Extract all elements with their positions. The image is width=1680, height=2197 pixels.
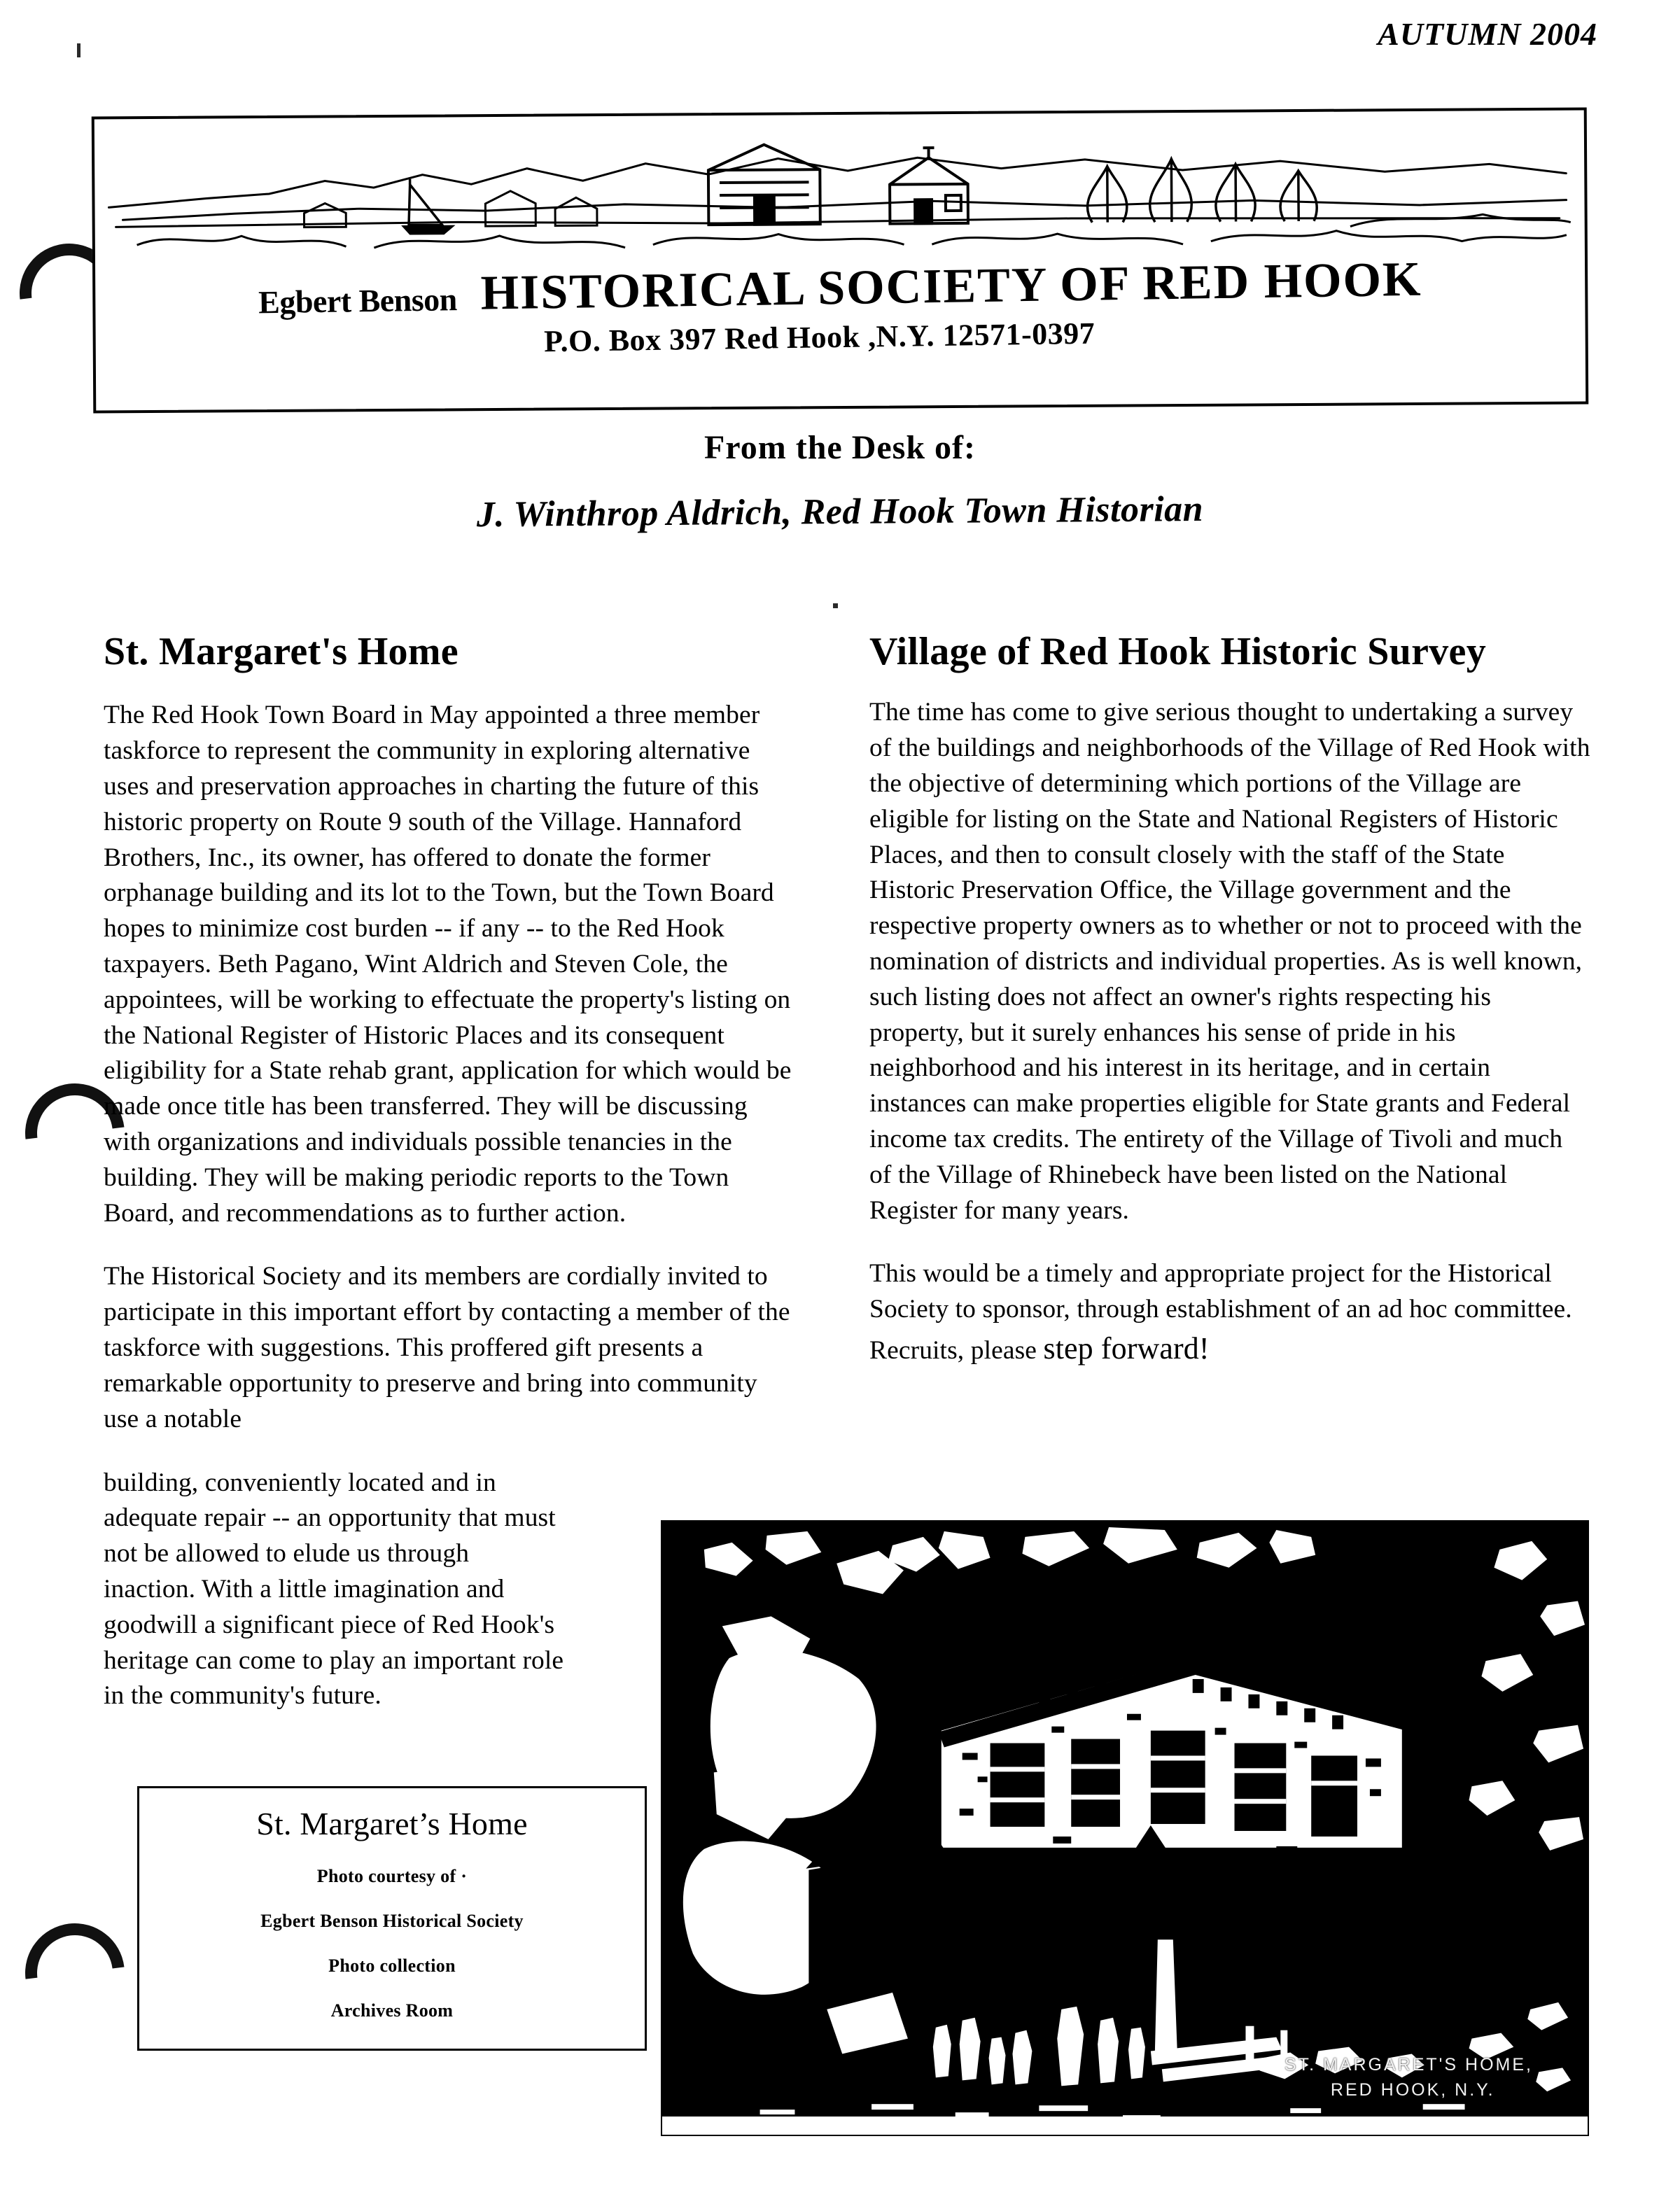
left-article-heading: St. Margaret's Home bbox=[104, 630, 458, 673]
right-article-heading: Village of Red Hook Historic Survey bbox=[869, 630, 1487, 673]
right-article-paragraph-2 bbox=[869, 1256, 1590, 1369]
left-article-paragraph-1: The Red Hook Town Board in May appointed a three member taskforce to represent the community in exploring alternative uses and preservation approaches in charting the future of this historic property on Route 9 south of the Village. Hannaford Brothers, Inc., its owner, has offered to donate the former orphanage building and its lot to the Town, but the Town Board hopes to minimize cost burden -- if any -- to the Red Hook taxpayers. Beth Pagano, Wint Aldrich and Steven Cole, the appointees, will be working to effectuate the property's listing on the National Register of Historic Places and its consequent eligibility for a State rehab grant, application for which would be made once title has been transferred. They will be discussing with organizations and individuals possible tenancies in the building. They will be making periodic reports to the Town Board, and recommendations as to further action. bbox=[104, 701, 792, 1228]
punch-hole-shadow bbox=[5, 1903, 144, 2042]
st-margarets-home-photo bbox=[661, 1520, 1589, 2136]
left-article-paragraph-2b: building, conveniently located and in adequate repair -- an opportunity that must not be allowed to elude us through inaction. With a little imagination and goodwill a significant piece of Red Hook's heritage can come to play an important role in the community's future. bbox=[104, 1468, 564, 1711]
caption-title: St. Margaret’s Home bbox=[256, 1806, 528, 1841]
scan-speck bbox=[833, 603, 838, 608]
landscape-sketch-icon bbox=[94, 113, 1585, 269]
caption-line-1: Photo courtesy of · bbox=[316, 1866, 468, 1886]
historian-byline: J. Winthrop Aldrich, Red Hook Town Historian bbox=[476, 489, 1204, 535]
photo-inscription bbox=[1284, 2052, 1533, 2103]
photo-bottom-border bbox=[662, 2117, 1588, 2135]
masthead-nameplate bbox=[95, 252, 1586, 360]
issue-date: AUTUMN 2004 bbox=[1378, 16, 1597, 52]
caption-line-3: Photo collection bbox=[328, 1956, 456, 1976]
scan-speck bbox=[77, 43, 80, 57]
photo-caption-box bbox=[137, 1786, 647, 2051]
caption-line-4: Archives Room bbox=[330, 2000, 454, 2021]
from-the-desk-line: From the Desk of: bbox=[704, 429, 976, 466]
masthead-society-name: HISTORICAL SOCIETY OF RED HOOK bbox=[480, 252, 1422, 321]
photo-inscription-line-1: ST. MARGARET'S HOME, bbox=[1284, 2054, 1533, 2075]
left-article-paragraph-2a: The Historical Society and its members are cordially invited to participate in this important effort by contacting a member of the taskforce with suggestions. This proffered gift presents a remarkable opportunity to preserve and bring into community use a notable bbox=[104, 1262, 790, 1433]
photo-inscription-line-2: RED HOOK, N.Y. bbox=[1330, 2079, 1495, 2100]
caption-line-2: Egbert Benson Historical Society bbox=[260, 1911, 524, 1931]
masthead-address: P.O. Box 397 Red Hook ,N.Y. 12571-0397 bbox=[543, 316, 1096, 359]
right-column bbox=[869, 630, 1590, 1370]
right-article-paragraph-2-lead: This would be a timely and appropriate project for the Historical Society to sponsor, through establishment of an ad hoc committee. Recruits, please bbox=[869, 1259, 1572, 1366]
masthead-prefix-name: Egbert Benson bbox=[258, 281, 458, 321]
right-article-call-to-action: step forward! bbox=[1043, 1331, 1210, 1366]
right-article-paragraph-1: The time has come to give serious thought to undertaking a survey of the buildings and neighborhoods of the Village of Red Hook with the objective of determining which portions of the Village are eligible for listing on the State and National Registers of Historic Places, and then to consult closely with the staff of the State Historic Preservation Office, the Village government and the respective property owners as to whether or not to proceed with the nomination of districts and individual properties. As is well known, such listing does not affect an owner's rights respecting his property, but it surely enhances his sense of pride in his neighborhood and his interest in its heritage, and in certain instances can make properties eligible for State grants and Federal income tax credits. The entirety of the Village of Tivoli and much of the Village of Rhinebeck have been listed on the National Register for many years. bbox=[869, 698, 1590, 1225]
masthead bbox=[92, 107, 1589, 413]
